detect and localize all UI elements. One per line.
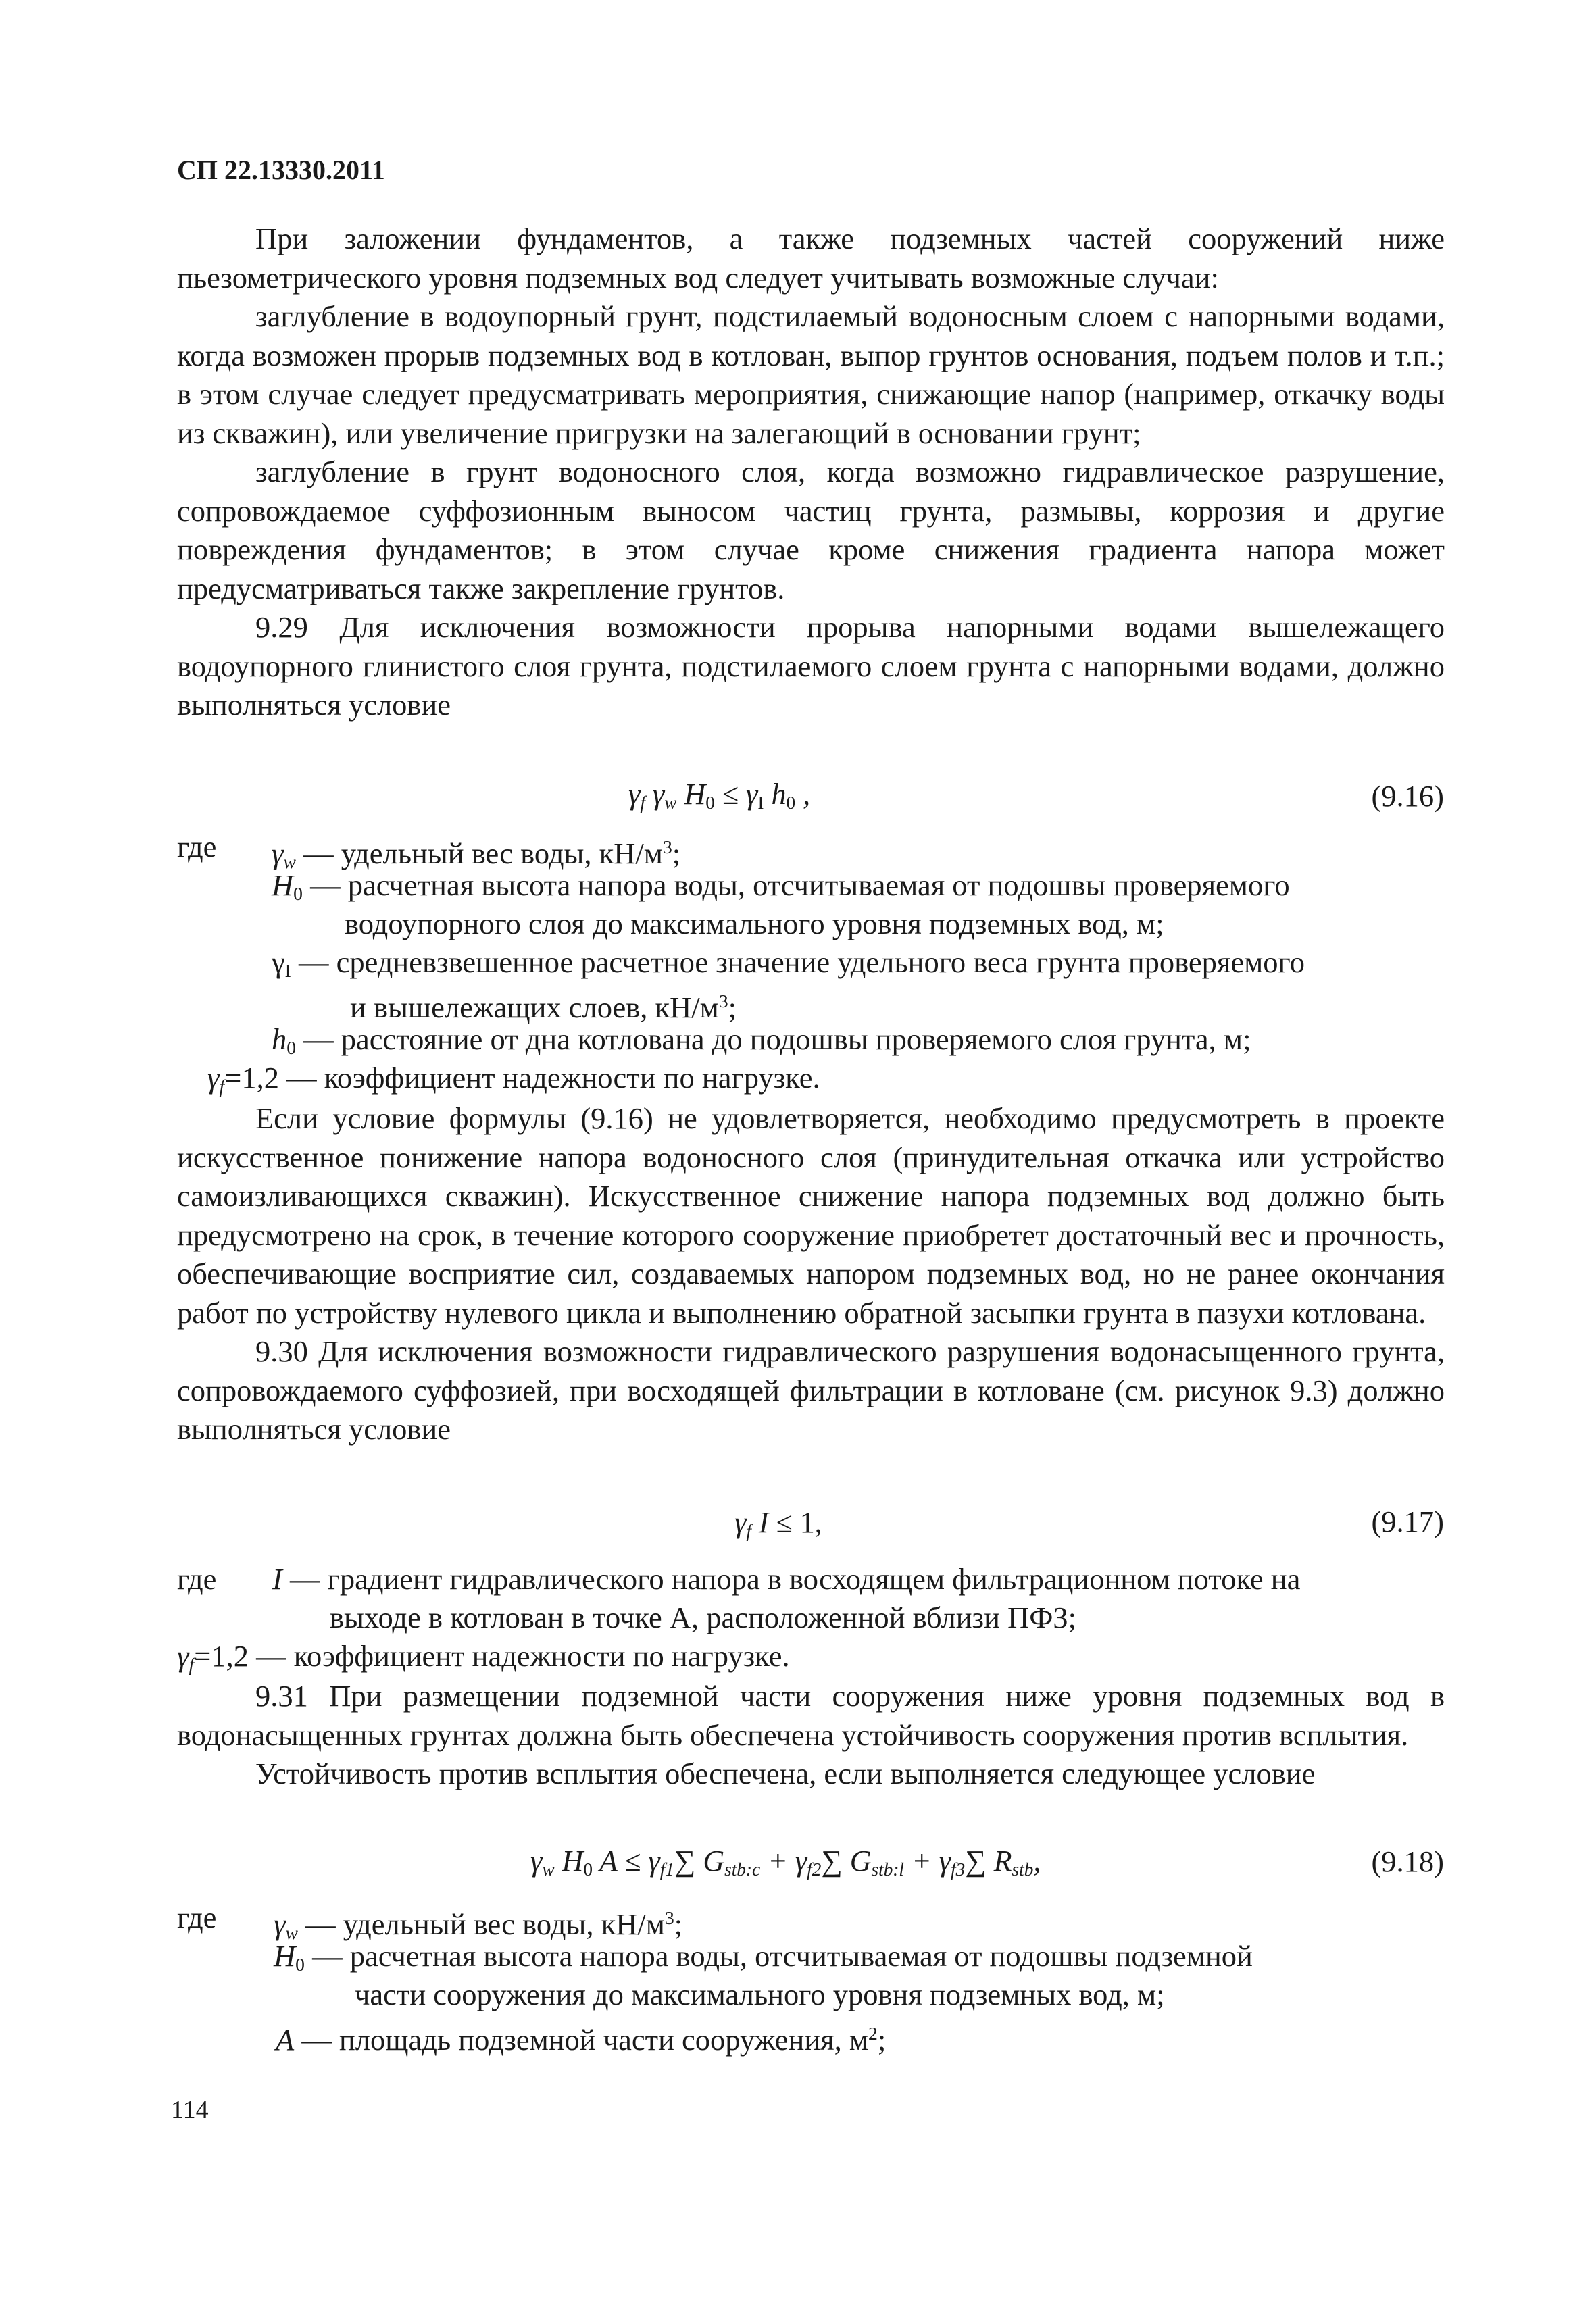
definition-h0-cont: водоупорного слоя до максимального уровня подземных вод, м; <box>345 907 1164 940</box>
definition-gamma-w: $\gamma_w$ — удельный вес воды, $кН/м^3$; <box>274 1907 683 1944</box>
section-9-29-after <box>177 1099 1445 1449</box>
paragraph: заглубление в водоупорный грунт, подстилаемый водоносным слоем с напорными водами, когда возможен прорыв подземных вод в котлован, выпор грунтов основания, подъем полов и т.п.; в этом случае следует предусматривать мероприятия, снижающие напор (например, откачку воды из скважин), или увеличение пригрузки на залегающий в основании грунт; <box>177 299 1445 450</box>
definition-h0: $H_0$ — расчетная высота напора воды, отсчитываемая от подошвы проверяемого <box>272 868 1290 904</box>
where-label: где <box>177 1562 217 1596</box>
section-9-31-block <box>177 1677 1445 1794</box>
page-number: 114 <box>171 2096 209 2124</box>
section-9-29-text: 9.29 Для исключения возможности прорыва напорными водами вышележащего водоупорного глинистого слоя грунта, подстилаемого слоем грунта с напорными водами, должно выполняться условие <box>177 610 1445 722</box>
definition-gamma-w: $\gamma_w$ — удельный вес воды, $кН/м^3$; <box>272 836 681 873</box>
section-9-30-text: 9.30 Для исключения возможности гидравлического разрушения водонасыщенного грунта, сопровождаемого суффозией, при восходящей фильтрации в котловане (см. рисунок 9.3) должно выполняться условие <box>177 1334 1445 1446</box>
equation-number: (9.18) <box>1371 1844 1444 1878</box>
definition-h0: $H_0$ — расчетная высота напора воды, отсчитываемая от подошвы подземной <box>274 1939 1253 1975</box>
definition-a: A — площадь подземной части сооружения, $м^2$; <box>276 2023 887 2057</box>
intro-block <box>177 220 1445 725</box>
document-code-header: СП 22.13330.2011 <box>177 155 385 185</box>
where-label: где <box>177 1901 217 1934</box>
definition-i-cont: выходе в котлован в точке А, расположенной вблизи ПФЗ; <box>330 1601 1077 1634</box>
definition-gamma-i-cont: и вышележащих слоев, $кН/м^3$; <box>350 990 737 1025</box>
formula-9-17: $\gamma_f$ I ≤ 1, <box>734 1506 822 1541</box>
where-label: где <box>177 830 217 863</box>
definition-i: I — градиент гидравлического напора в восходящем фильтрационном потоке на <box>272 1562 1301 1596</box>
definition-h0-small: $h_0$ — расстояние от дна котлована до подошвы проверяемого слоя грунта, м; <box>272 1022 1251 1058</box>
formula-9-18: $\gamma_w$ $H_0$ $A \le \gamma_{f1}\sum$ $G_{stb:c} + \gamma_{f2}\sum$ $G_{stb:l} + \gamma_{f3}\sum$ $R_{stb}$, <box>530 1844 1041 1880</box>
paragraph: При заложении фундаментов, а также подземных частей сооружений ниже пьезометрического уровня подземных вод следует учитывать возможные случаи: <box>177 222 1445 295</box>
section-9-31-text: 9.31 При размещении подземной части сооружения ниже уровня подземных вод в водонасыщенных грунтах должна быть обеспечена устойчивость сооружения против всплытия. <box>177 1679 1445 1752</box>
definition-gamma-i: $\gamma_I$ — средневзвешенное расчетное значение удельного веса грунта проверяемого <box>272 945 1305 981</box>
paragraph: заглубление в грунт водоносного слоя, когда возможно гидравлическое разрушение, сопровождаемое суффозионным выносом частиц грунта, размывы, коррозия и другие повреждения фундаментов; в этом случае кроме снижения градиента напора может предусматриваться также закрепление грунтов. <box>177 455 1445 605</box>
definition-gamma-f: $\gamma_f=1,2$ — коэффициент надежности по нагрузке. <box>207 1061 820 1097</box>
equation-number: (9.16) <box>1371 779 1444 813</box>
definition-h0-cont: части сооружения до максимального уровня подземных вод, м; <box>355 1978 1165 2011</box>
definition-gamma-f: $\gamma_f=1,2$ — коэффициент надежности по нагрузке. <box>177 1639 790 1675</box>
paragraph: Если условие формулы (9.16) не удовлетворяется, необходимо предусмотреть в проекте искусственное понижение напора водоносного слоя (принудительная откачка или устройство самоизливающихся скважин). Искусственное снижение напора подземных вод должно быть предусмотрено на срок, в течение которого сооружение приобретет достаточный вес и прочность, обеспечивающие восприятие сил, создаваемых напором подземных вод, но не ранее окончания работ по устройству нулевого цикла и выполнению обратной засыпки грунта в пазухи котлована. <box>177 1101 1445 1330</box>
paragraph: Устойчивость против всплытия обеспечена, если выполняется следующее условие <box>255 1757 1316 1790</box>
equation-number: (9.17) <box>1371 1505 1444 1538</box>
formula-9-16: $\gamma_f$ $\gamma_w$ $H_0 \le \gamma_I$ $h_0$ , <box>628 778 811 813</box>
